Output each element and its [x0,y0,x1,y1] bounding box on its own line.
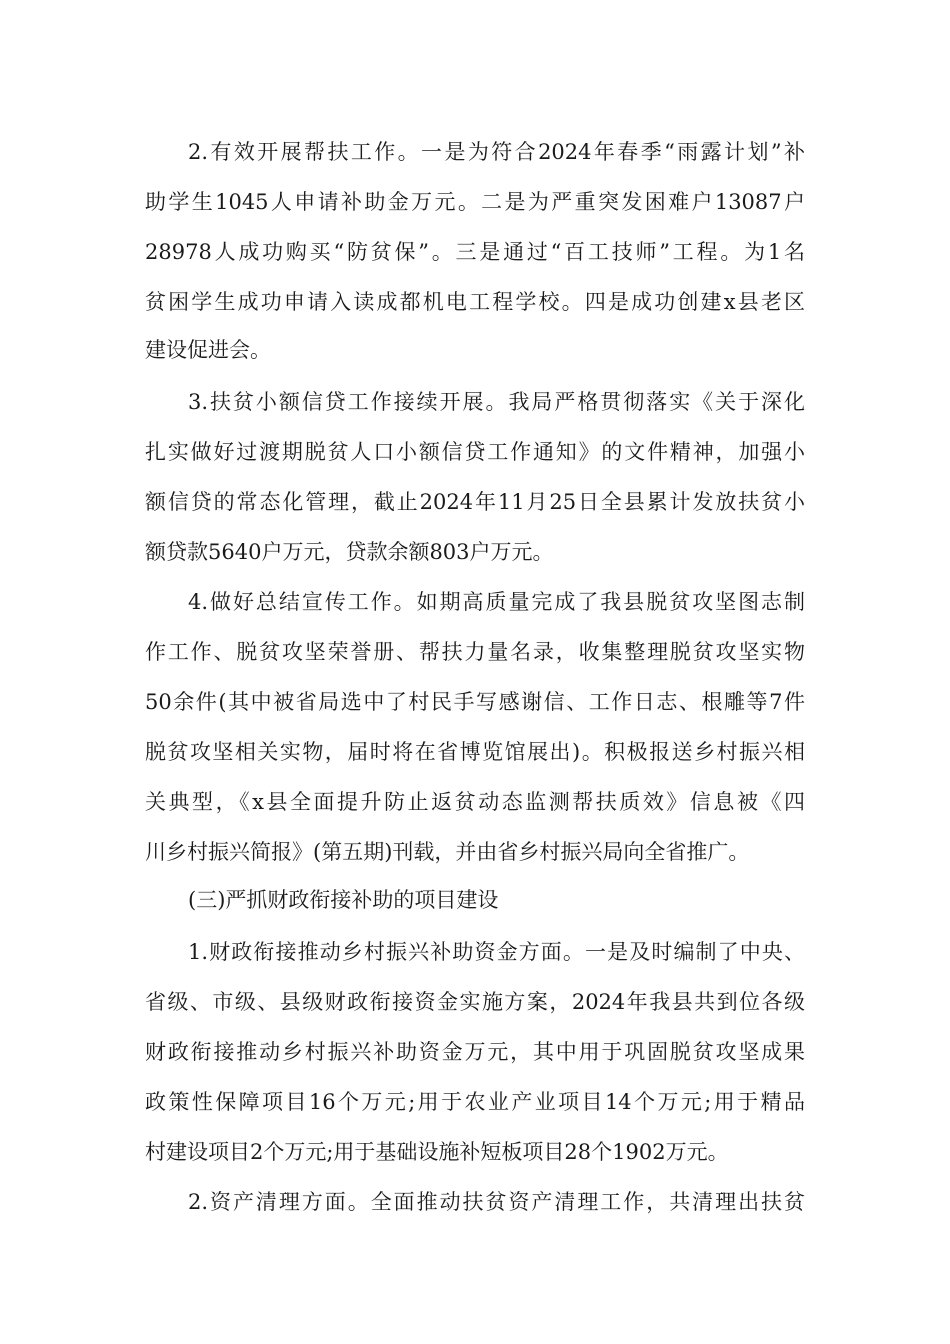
paragraph-2-line-1: 2.有效开展帮扶工作。一是为符合2024年春季“雨露计划”补 [188,140,805,164]
paragraph-4-line-4: 脱贫攻坚相关实物，届时将在省博览馆展出)。积极报送乡村振兴相 [145,740,805,764]
paragraph-2-line-5: 建设促进会。 [145,338,271,362]
section-heading: (三)严抓财政衔接补助的项目建设 [188,888,499,912]
paragraph-2-line-4: 贫困学生成功申请入读成都机电工程学校。四是成功创建x县老区 [145,290,805,314]
paragraph-5-line-4: 政策性保障项目16个万元;用于农业产业项目14个万元;用于精品 [145,1090,805,1114]
paragraph-4-line-3: 50余件(其中被省局选中了村民手写感谢信、工作日志、根雕等7件 [145,690,805,714]
paragraph-4-line-2: 作工作、脱贫攻坚荣誉册、帮扶力量名录，收集整理脱贫攻坚实物 [145,640,805,664]
paragraph-5-line-3: 财政衔接推动乡村振兴补助资金万元，其中用于巩固脱贫攻坚成果 [145,1040,805,1064]
paragraph-2-line-2: 助学生1045人申请补助金万元。二是为严重突发困难户13087户 [145,190,805,214]
paragraph-5-line-2: 省级、市级、县级财政衔接资金实施方案，2024年我县共到位各级 [145,990,805,1014]
paragraph-4-line-1: 4.做好总结宣传工作。如期高质量完成了我县脱贫攻坚图志制 [188,590,805,614]
paragraph-5-line-1: 1.财政衔接推动乡村振兴补助资金方面。一是及时编制了中央、 [188,940,805,964]
paragraph-5-line-5: 村建设项目2个万元;用于基础设施补短板项目28个1902万元。 [145,1140,729,1164]
paragraph-4-line-5: 关典型，《x县全面提升防止返贫动态监测帮扶质效》信息被《四 [145,790,805,814]
paragraph-2-line-3: 28978人成功购买“防贫保”。三是通过“百工技师”工程。为1名 [145,240,805,264]
paragraph-3-line-3: 额信贷的常态化管理，截止2024年11月25日全县累计发放扶贫小 [145,490,805,514]
paragraph-6-line-1: 2.资产清理方面。全面推动扶贫资产清理工作，共清理出扶贫 [188,1190,805,1214]
paragraph-3-line-1: 3.扶贫小额信贷工作接续开展。我局严格贯彻落实《关于深化 [188,390,805,414]
paragraph-4-line-6: 川乡村振兴简报》(第五期)刊载，并由省乡村振兴局向全省推广。 [145,840,750,864]
paragraph-3-line-2: 扎实做好过渡期脱贫人口小额信贷工作通知》的文件精神，加强小 [145,440,805,464]
paragraph-3-line-4: 额贷款5640户万元，贷款余额803户万元。 [145,540,554,564]
